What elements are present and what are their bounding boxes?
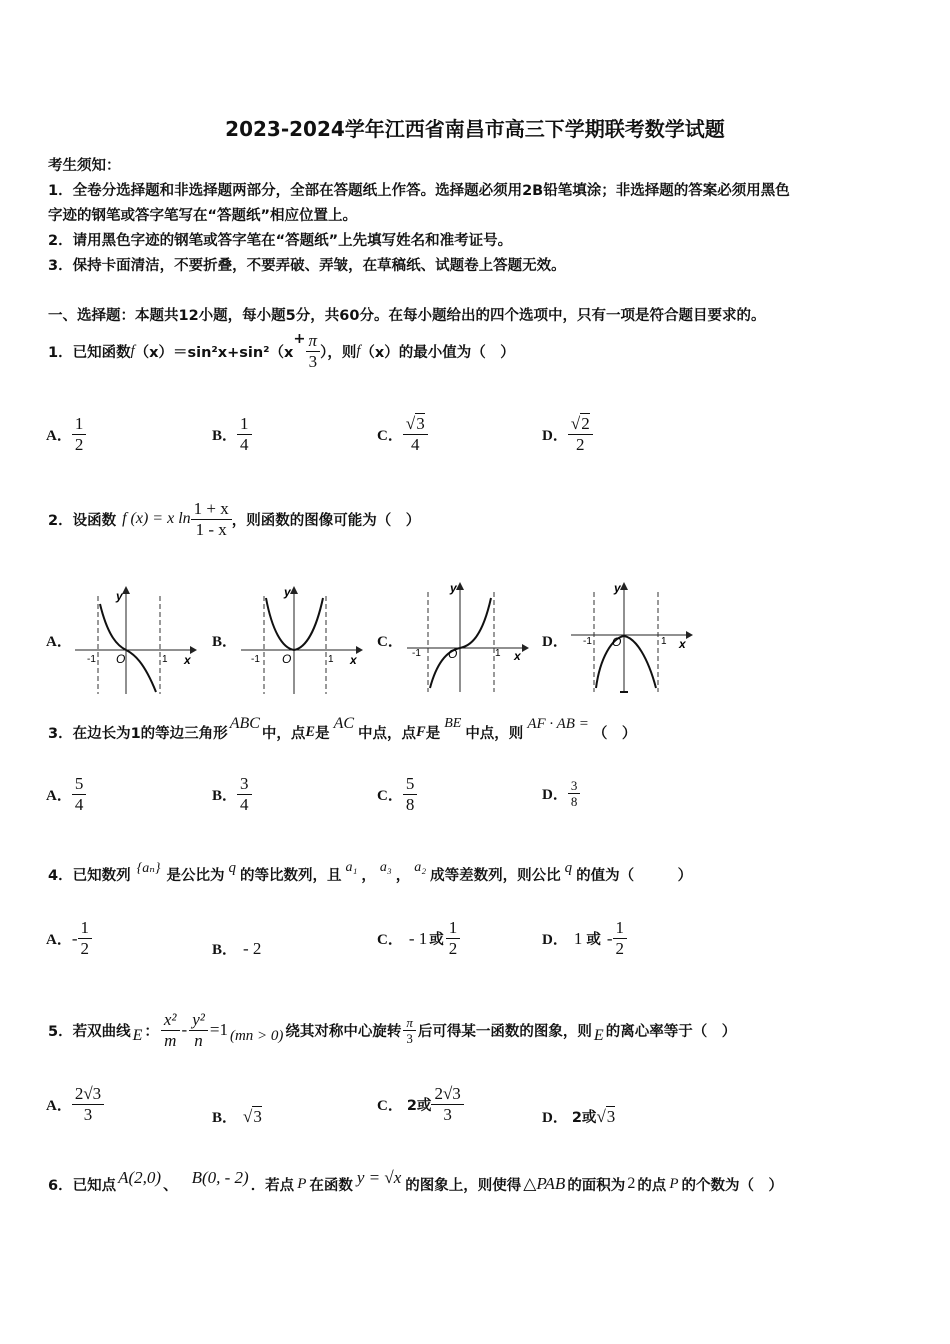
q2-b-origin: O	[282, 652, 292, 666]
q4-option-a[interactable]: A． - $\frac{1}{2}$	[46, 918, 92, 959]
q4-option-b[interactable]: B． - 2	[212, 938, 262, 958]
q2-d-x: x	[679, 637, 686, 651]
q3-option-d[interactable]: D． $\frac{3}{8}$	[542, 778, 580, 809]
q2-a-x: x	[184, 653, 191, 667]
q5-option-a[interactable]: A． $\frac{2√3}{3}$	[46, 1084, 104, 1125]
q2-b-y: y	[284, 585, 291, 599]
q4-option-c[interactable]: C． - 1 或 $\frac{1}{2}$	[377, 918, 460, 959]
q1-option-c[interactable]: C． $\frac{√3}{4}$	[377, 414, 428, 455]
q2-option-b-label[interactable]: B．	[212, 634, 238, 650]
q3-option-a[interactable]: A． $\frac{5}{4}$	[46, 774, 86, 815]
q2-c-origin: O	[448, 647, 458, 661]
notice-item-3: 3．保持卡面清洁，不要折叠，不要弄破、弄皱，在草稿纸、试题卷上答题无效。	[48, 258, 566, 274]
q5-option-b[interactable]: B． √3	[212, 1106, 262, 1126]
q2-graph-c[interactable]	[402, 578, 532, 696]
question-5: 5．若双曲线 E ： $\frac{\text{x²}}{m}$ - $\frac{\text{y²}}{n}$ =1 (mn > 0) 绕其对称中心旋转 $\frac{\pi}{3}$ 后可得某一函数的图象，则 E 的离心率等于（ ）	[48, 1009, 737, 1050]
section-heading: 一、选择题：本题共12小题，每小题5分，共60分。在每小题给出的四个选项中，只有一项是符合题目要求的。	[48, 308, 766, 324]
q2-d-pos: 1	[661, 636, 667, 647]
q2-fraction: $\frac{1 + x}{1 - x}$	[191, 499, 232, 540]
q2-a-pos: 1	[162, 654, 168, 665]
q2-option-a-label[interactable]: A．	[46, 634, 72, 650]
q1-fraction: $\frac{\pi}{3}$	[306, 331, 321, 372]
q2-a-origin: O	[116, 652, 126, 666]
q2-d-y: y	[614, 581, 621, 595]
q2-b-neg: -1	[251, 654, 260, 665]
q1-option-a[interactable]: A． $\frac{1}{2}$	[46, 414, 86, 455]
question-3: 3．在边长为1的等边三角形 ABC 中，点 E 是 AC 中点，点 F 是 BE 中点，则 AF · AB = （ ）	[48, 715, 637, 742]
q5-option-d[interactable]: D． 2或 √3	[542, 1106, 616, 1126]
q2-graph-d[interactable]	[566, 578, 696, 696]
q2-d-origin: O	[612, 635, 622, 649]
q2-c-neg: -1	[412, 648, 421, 659]
q2-a-y: y	[116, 589, 123, 603]
notice-heading: 考生须知：	[48, 158, 121, 174]
q4-option-d[interactable]: D． 1 或 - $\frac{1}{2}$	[542, 918, 627, 959]
q2-d-neg: -1	[583, 636, 592, 647]
q5-option-c[interactable]: C． 2或 $\frac{2√3}{3}$	[377, 1084, 464, 1125]
question-4: 4．已知数列 {aₙ} 是公比为 q 的等比数列，且 a₁ ， a₃ ， a₂ 成等差数列，则公比 q 的值为（ ）	[48, 859, 693, 884]
q2-option-c-label[interactable]: C．	[377, 634, 403, 650]
q3-option-c[interactable]: C． $\frac{5}{8}$	[377, 774, 417, 815]
page-title: 2023-2024学年江西省南昌市高三下学期联考数学试题	[225, 117, 725, 141]
q2-b-x: x	[350, 653, 357, 667]
q1-option-d[interactable]: D． $\frac{√2}{2}$	[542, 414, 593, 455]
q2-c-x: x	[514, 649, 521, 663]
notice-item-1-cont: 字迹的钢笔或答字笔写在“答题纸”相应位置上。	[48, 208, 358, 224]
q2-c-pos: 1	[495, 648, 501, 659]
notice-item-1: 1．全卷分选择题和非选择题两部分，全部在答题纸上作答。选择题必须用2B铅笔填涂；非选择题的答案必须用黑色	[48, 183, 790, 199]
q3-option-b[interactable]: B． $\frac{3}{4}$	[212, 774, 252, 815]
q2-graph-a[interactable]	[70, 582, 200, 697]
question-1: 1．已知函数 f （x）＝sin²x+sin²（x + $\frac{\pi}{3}$ ），则 f （x）的最小值为（ ）	[48, 330, 515, 371]
question-6: 6．已知点 A(2,0) 、 B(0, - 2) ．若点 P 在函数 y = √x 的图象上，则使得 △PAB 的面积为 2 的点 P 的个数为（ ）	[48, 1168, 783, 1194]
notice-item-2: 2．请用黑色字迹的钢笔或答字笔在“答题纸”上先填写姓名和准考证号。	[48, 233, 513, 249]
q2-option-d-label[interactable]: D．	[542, 634, 568, 650]
q2-b-pos: 1	[328, 654, 334, 665]
q2-graph-b[interactable]	[236, 582, 366, 697]
q1-option-b[interactable]: B． $\frac{1}{4}$	[212, 414, 252, 455]
q2-c-y: y	[450, 581, 457, 595]
q2-a-neg: -1	[87, 654, 96, 665]
question-2: 2．设函数 f (x) = x ln $\frac{1 + x}{1 - x}$ ，则函数的图像可能为（ ）	[48, 498, 421, 539]
